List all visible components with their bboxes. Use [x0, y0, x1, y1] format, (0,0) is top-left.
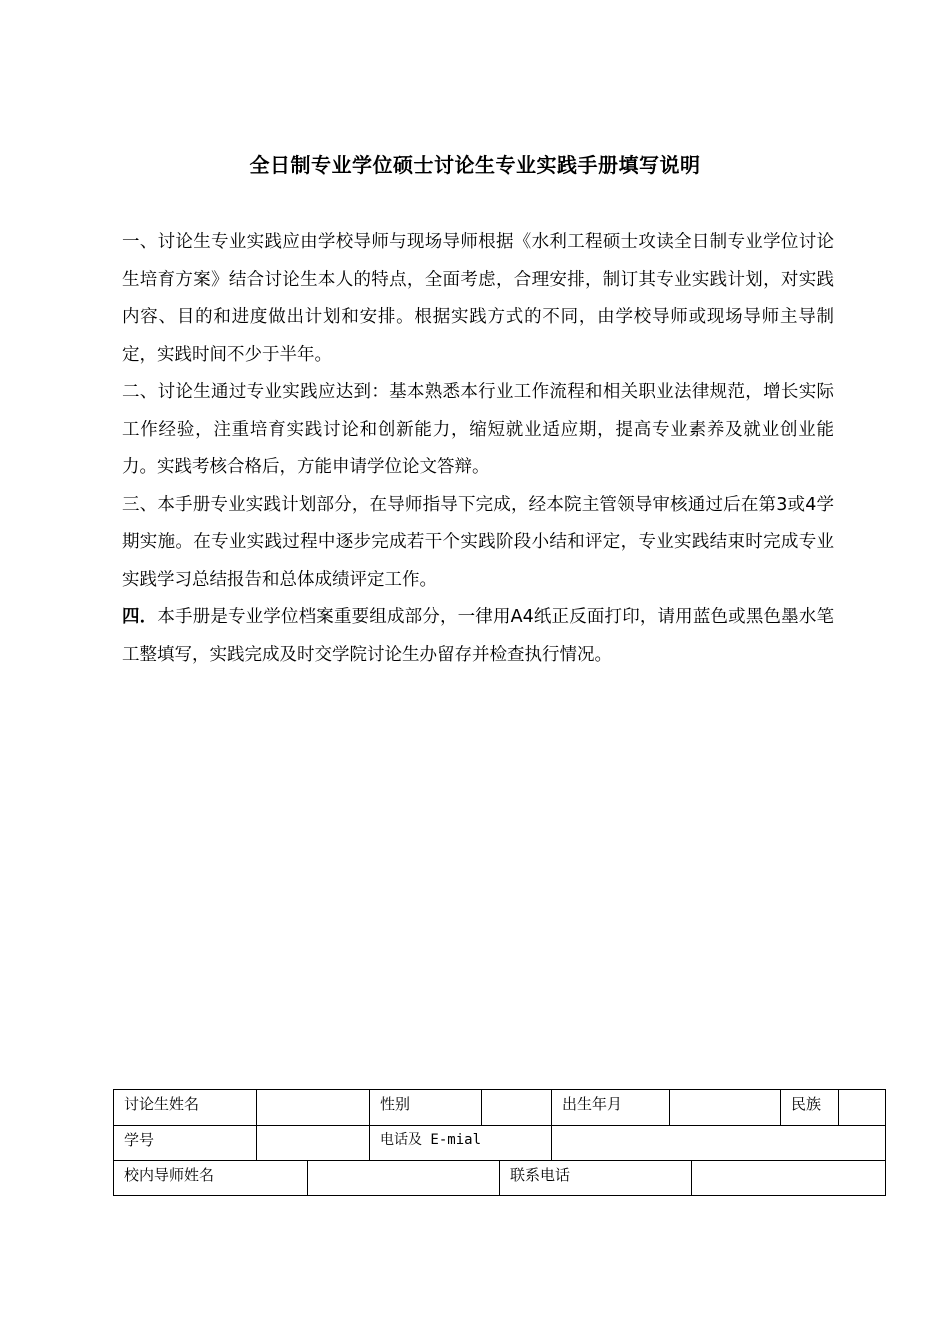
contact-phone-label: 联系电话	[499, 1161, 691, 1195]
page-title: 全日制专业学位硕士讨论生专业实践手册填写说明	[249, 153, 701, 177]
gender-field[interactable]	[481, 1090, 551, 1125]
table-row	[114, 1125, 885, 1160]
table-row	[114, 1160, 885, 1195]
instruction-paragraph-4	[122, 599, 834, 674]
paragraph-text: 讨论生通过专业实践应达到：基本熟悉本行业工作流程和相关职业法律规范，增长实际工作经验，注重培育实践讨论和创新能力，缩短就业适应期，提高专业素养及就业创业能力。实践考核合格后，方能申请学位论文答辩。	[122, 382, 835, 477]
student-info-table	[113, 1089, 886, 1196]
table-row	[114, 1090, 885, 1125]
student-name-label: 讨论生姓名	[124, 1095, 200, 1113]
student-id-label: 学号	[124, 1131, 155, 1149]
paragraph-text: 本手册是专业学位档案重要组成部分，一律用A4纸正反面打印，请用蓝色或黑色墨水笔工整填写，实践完成及时交学院讨论生办留存并检查执行情况。	[122, 607, 834, 665]
gender-label: 性别	[369, 1090, 481, 1125]
student-name-field[interactable]	[256, 1090, 369, 1125]
paragraph-text: 讨论生专业实践应由学校导师与现场导师根据《水利工程硕士攻读全日制专业学位讨论生培育方案》结合讨论生本人的特点，全面考虑，合理安排，制订其专业实践计划，对实践内容、目的和进度做出计划和安排。根据实践方式的不同，由学校导师或现场导师主导制定，实践时间不少于半年。	[122, 232, 835, 365]
instructions	[122, 224, 834, 674]
instruction-paragraph-2	[122, 374, 834, 487]
student-id-field[interactable]	[256, 1126, 369, 1160]
ethnicity-field[interactable]	[838, 1090, 883, 1125]
advisor-name-field[interactable]	[307, 1161, 499, 1195]
paragraph-text: 本手册专业实践计划部分，在导师指导下完成，经本院主管领导审核通过后在第3或4学期实施。在专业实践过程中逐步完成若干个实践阶段小结和评定，专业实践结束时完成专业实践学习总结报告和总体成绩评定工作。	[122, 494, 835, 590]
paragraph-number: 四．	[122, 607, 158, 627]
paragraph-number: 三、	[122, 494, 158, 515]
instruction-paragraph-3	[122, 487, 834, 600]
contact-phone-field[interactable]	[691, 1161, 883, 1195]
birth-date-label: 出生年月	[551, 1090, 669, 1125]
advisor-name-label: 校内导师姓名	[124, 1166, 215, 1184]
instruction-paragraph-1	[122, 224, 834, 374]
phone-email-label: 电话及 E-mial	[369, 1126, 551, 1160]
paragraph-number: 二、	[122, 382, 158, 402]
ethnicity-label: 民族	[780, 1090, 838, 1125]
paragraph-number: 一、	[122, 232, 158, 252]
phone-email-field[interactable]	[551, 1126, 883, 1160]
birth-date-field[interactable]	[669, 1090, 780, 1125]
